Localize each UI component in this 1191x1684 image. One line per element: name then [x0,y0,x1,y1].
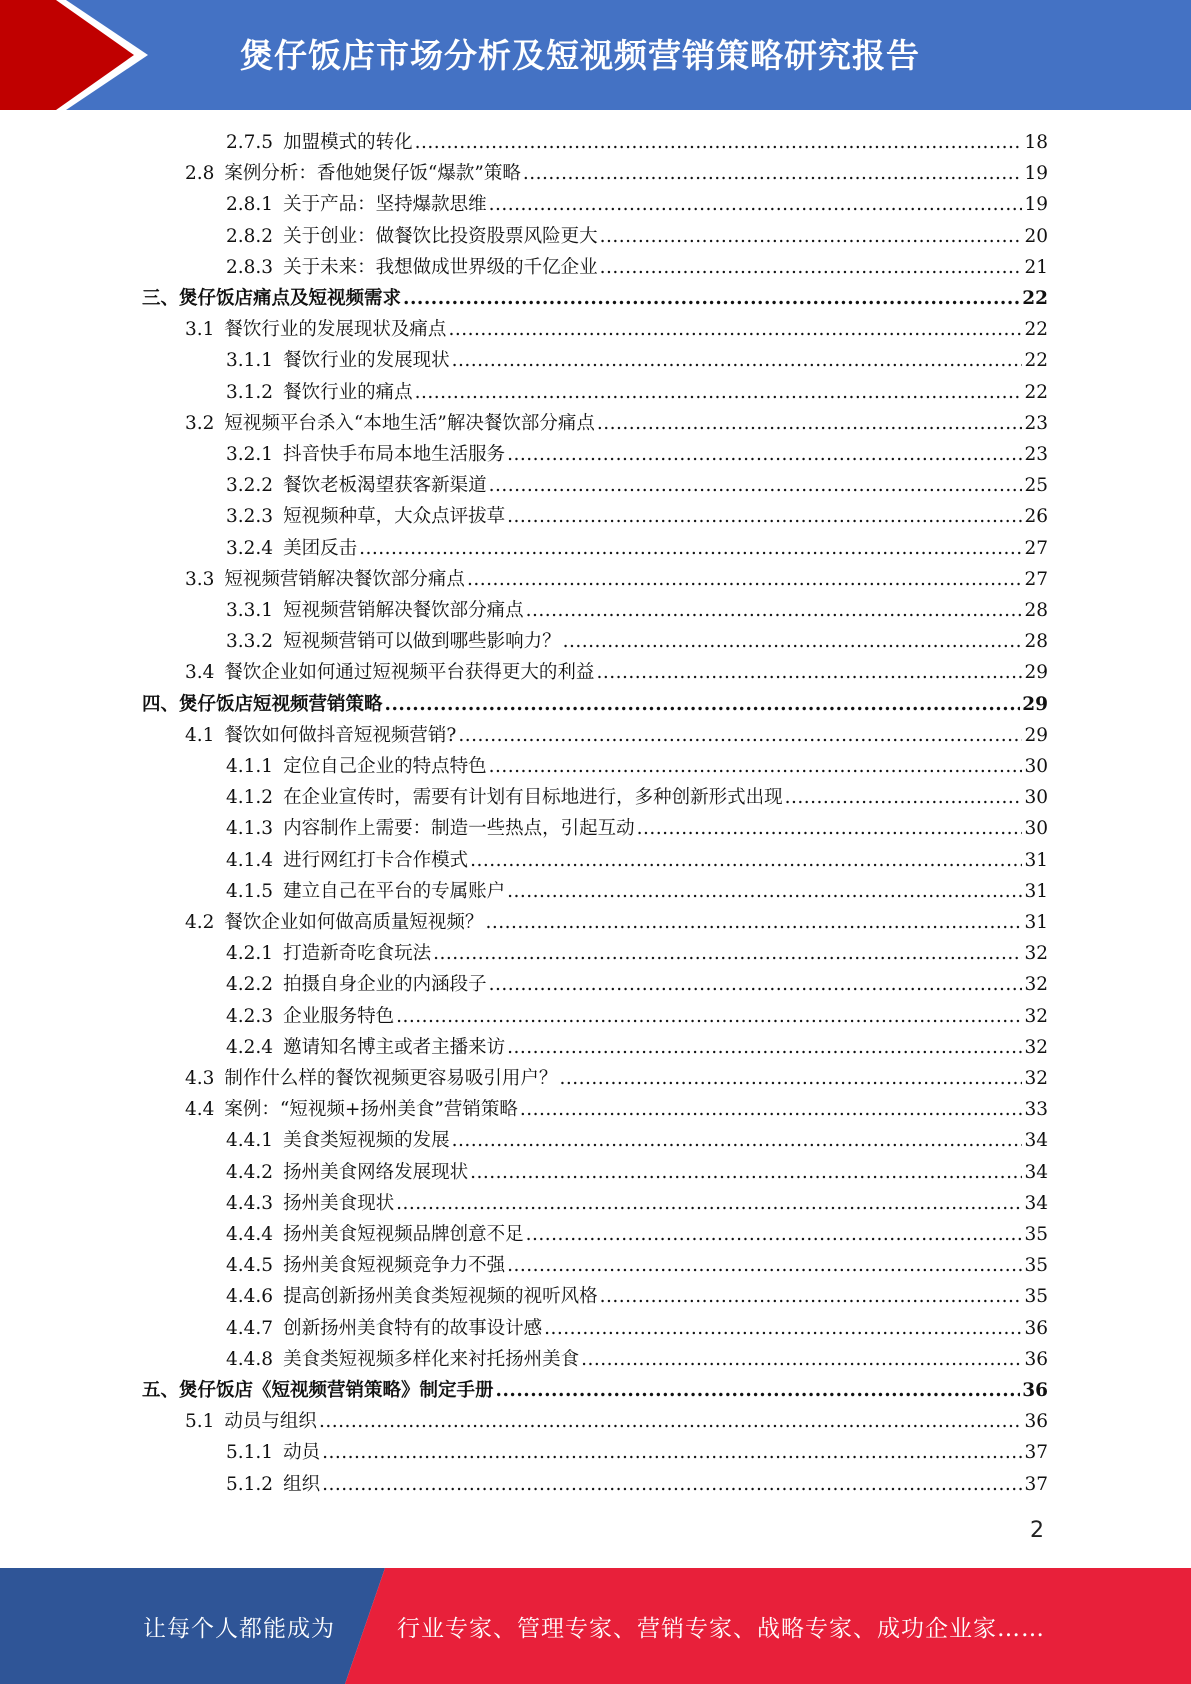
toc-entry-title: 扬州美食短视频品牌创意不足 [283,1224,524,1245]
toc-entry-number: 3.1.1 [226,350,274,372]
toc-entry-page: 30 [1024,756,1048,777]
toc-entry-number: 3.2.3 [226,506,274,528]
toc-entry-page: 30 [1024,787,1048,809]
toc-entry-page: 27 [1024,568,1048,590]
toc-entry-title: 动员 [283,1442,321,1464]
toc-dot-leader [526,1219,1023,1250]
toc-entry-number: 2.8.3 [226,256,274,278]
page-footer [0,1568,1191,1684]
toc-dot-leader [385,689,1021,720]
toc-dot-leader [507,439,1022,470]
toc-entry-title: 动员与组织 [224,1411,317,1433]
footer-slogan-left: 让每个人都能成为 [143,1616,335,1642]
toc-entry-page: 37 [1024,1442,1048,1464]
toc-entry[interactable] [226,1313,1048,1344]
toc-entry-title: 创新扬州美食特有的故事设计感 [283,1317,543,1339]
toc-entry[interactable] [185,1063,1048,1094]
toc-entry[interactable] [226,1157,1048,1188]
toc-dot-leader [637,813,1023,844]
toc-entry-number: 4.1 [185,724,215,746]
toc-dot-leader [581,1344,1022,1375]
toc-entry[interactable] [142,689,1048,720]
toc-entry-number: 4.1.3 [226,818,274,840]
toc-entry-title: 案例：“短视频+扬州美食”营销策略 [224,1099,518,1121]
toc-entry-title: 煲仔饭店痛点及短视频需求 [179,288,402,309]
toc-entry-title: 扬州美食短视频竞争力不强 [283,1255,506,1277]
toc-entry[interactable] [226,439,1048,470]
toc-entry-title: 建立自己在平台的专属账户 [283,880,506,902]
toc-entry-title: 制作什么样的餐饮视频更容易吸引用户？ [224,1068,558,1089]
toc-entry-page: 36 [1022,1380,1048,1401]
toc-entry-number: 4.4.5 [226,1255,274,1277]
toc-entry[interactable] [226,1032,1048,1063]
toc-entry[interactable] [226,1219,1048,1250]
report-title: 煲仔饭店市场分析及短视频营销策略研究报告 [240,36,920,75]
toc-entry-page: 31 [1024,880,1048,902]
toc-entry-title: 煲仔饭店短视频营销策略 [179,693,383,715]
toc-dot-leader [600,221,1023,252]
toc-entry-page: 18 [1024,132,1048,153]
toc-entry-number: 4.4.2 [226,1161,274,1183]
toc-entry[interactable] [226,1344,1048,1375]
toc-entry-title: 扬州美食现状 [283,1192,395,1214]
toc-entry-page: 36 [1024,1348,1048,1370]
toc-entry-title: 餐饮行业的发展现状及痛点 [224,319,447,341]
toc-entry-title: 关于产品：坚持爆款思维 [283,194,487,216]
toc-entry-title: 餐饮企业如何做高质量短视频？ [224,912,484,933]
toc-entry-number: 4.1.5 [226,880,274,902]
toc-entry-page: 23 [1024,412,1048,434]
toc-entry[interactable] [226,1250,1048,1281]
toc-dot-leader [507,1250,1022,1281]
toc-entry[interactable] [226,626,1048,657]
toc-entry[interactable] [226,345,1048,376]
toc-dot-leader [458,720,1022,751]
toc-entry-number: 4.4.8 [226,1348,274,1370]
toc-dot-leader [448,314,1022,345]
toc-dot-leader [600,1281,1023,1312]
toc-entry-page: 32 [1024,1036,1048,1058]
toc-entry-title: 抖音快手布局本地生活服务 [283,444,506,465]
toc-dot-leader [359,533,1022,564]
toc-entry-number: 5.1 [185,1411,215,1433]
toc-entry-title: 短视频平台杀入“本地生活”解决餐饮部分痛点 [224,412,595,434]
toc-dot-leader [496,1375,1021,1406]
toc-dot-leader [559,1063,1022,1094]
toc-entry-page: 35 [1024,1286,1048,1308]
toc-entry-number: 3.2.4 [226,537,274,559]
toc-entry[interactable] [226,876,1048,907]
toc-entry-page: 36 [1024,1317,1048,1339]
toc-dot-leader [452,345,1023,376]
toc-entry-title: 关于未来：我想做成世界级的千亿企业 [283,256,598,278]
toc-dot-leader [322,1469,1022,1500]
toc-entry-title: 关于创业：做餐饮比投资股票风险更大 [283,225,598,247]
toc-entry-page: 28 [1024,600,1048,621]
toc-entry-number: 3.1.2 [226,381,274,403]
toc-entry-number: 3.3.1 [226,600,274,621]
toc-entry-title: 组织 [283,1473,321,1495]
toc-entry-number: 4.4.7 [226,1317,274,1339]
toc-entry-page: 31 [1024,849,1048,871]
toc-entry-title: 餐饮如何做抖音短视频营销? [224,724,457,746]
toc-entry-number: 五、 [142,1380,180,1401]
toc-entry[interactable] [226,533,1048,564]
toc-entry-page: 33 [1024,1099,1048,1121]
toc-entry-page: 29 [1024,662,1048,684]
toc-entry[interactable] [185,408,1048,439]
toc-entry-title: 短视频营销解决餐饮部分痛点 [224,568,465,590]
toc-entry-page: 22 [1024,350,1048,372]
toc-entry[interactable] [226,221,1048,252]
toc-entry[interactable] [226,938,1048,969]
toc-entry[interactable] [185,564,1048,595]
toc-entry-title: 短视频营销解决餐饮部分痛点 [283,600,524,621]
toc-dot-leader [489,969,1023,1000]
toc-entry-title: 打造新奇吃食玩法 [283,943,432,965]
toc-entry-number: 5.1.1 [226,1442,274,1464]
toc-entry[interactable] [185,314,1048,345]
toc-entry-number: 4.3 [185,1068,215,1089]
toc-dot-leader [415,377,1023,408]
toc-entry-number: 3.2 [185,412,215,434]
toc-dot-leader [597,408,1023,439]
toc-entry-page: 35 [1024,1255,1048,1277]
toc-entry-page: 32 [1024,1005,1048,1027]
toc-entry-page: 22 [1024,381,1048,403]
toc-entry[interactable] [185,720,1048,751]
toc-entry-page: 28 [1024,631,1048,653]
toc-entry-title: 餐饮老板渴望获客新渠道 [283,475,487,497]
toc-entry-page: 37 [1024,1473,1048,1495]
toc-entry[interactable] [226,845,1048,876]
toc-entry-title: 餐饮行业的痛点 [283,381,413,403]
toc-entry-page: 29 [1024,724,1048,746]
toc-entry-title: 案例分析：香他她煲仔饭“爆款”策略 [224,163,521,185]
toc-entry-number: 2.8.2 [226,225,274,247]
toc-entry-title: 邀请知名博主或者主播来访 [283,1036,506,1058]
toc-entry-title: 在企业宣传时，需要有计划有目标地进行，多种创新形式出现 [283,787,783,809]
toc-dot-leader [396,1188,1022,1219]
toc-entry-title: 提高创新扬州美食类短视频的视听风格 [283,1286,598,1308]
toc-entry-page: 31 [1024,912,1048,933]
toc-dot-leader [396,1001,1022,1032]
toc-entry-page: 32 [1024,974,1048,996]
toc-dot-leader [526,595,1023,626]
toc-entry[interactable] [226,127,1048,158]
toc-entry[interactable] [226,1281,1048,1312]
toc-dot-leader [563,626,1023,657]
toc-dot-leader [489,470,1023,501]
toc-entry-number: 4.4 [185,1099,215,1121]
toc-entry-page: 19 [1024,163,1048,185]
toc-entry-number: 四、 [142,693,180,715]
toc-entry-title: 定位自己企业的特点特色 [283,756,487,777]
toc-entry-page: 19 [1024,194,1048,216]
toc-dot-leader [489,751,1023,782]
toc-entry-number: 三、 [142,288,180,309]
toc-entry-page: 32 [1024,1068,1048,1089]
toc-entry-number: 4.2.2 [226,974,274,996]
toc-entry[interactable] [226,252,1048,283]
toc-entry-title: 进行网红打卡合作模式 [283,849,469,871]
toc-entry-title: 餐饮企业如何通过短视频平台获得更大的利益 [224,662,595,684]
toc-entry-page: 29 [1022,693,1048,715]
toc-entry-number: 3.4 [185,662,215,684]
toc-entry-number: 2.8.1 [226,194,274,216]
toc-entry-number: 4.1.1 [226,756,274,777]
toc-dot-leader [507,501,1022,532]
toc-dot-leader [403,283,1020,314]
toc-entry[interactable] [226,1188,1048,1219]
toc-entry[interactable] [185,907,1048,938]
toc-entry-number: 4.2 [185,912,215,933]
toc-entry[interactable] [226,1001,1048,1032]
toc-entry-page: 25 [1024,475,1048,497]
toc-entry-title: 短视频种草，大众点评拔草 [283,506,506,528]
toc-dot-leader [485,907,1022,938]
toc-entry-number: 3.3.2 [226,631,274,653]
toc-entry-page: 36 [1024,1411,1048,1433]
toc-entry-title: 美食类短视频多样化来衬托扬州美食 [283,1348,580,1370]
toc-entry-page: 32 [1024,943,1048,965]
toc-dot-leader [452,1125,1023,1156]
toc-entry-title: 美团反击 [283,537,358,559]
toc-entry[interactable] [142,283,1048,314]
toc-dot-leader [415,127,1023,158]
toc-dot-leader [544,1313,1022,1344]
toc-entry[interactable] [226,470,1048,501]
toc-entry[interactable] [226,1437,1048,1468]
toc-entry[interactable] [226,813,1048,844]
toc-dot-leader [507,876,1022,907]
toc-entry[interactable] [226,189,1048,220]
toc-entry-title: 企业服务特色 [283,1005,395,1027]
toc-entry-title: 拍摄自身企业的内涵段子 [283,974,487,996]
toc-entry[interactable] [226,595,1048,626]
toc-entry-number: 3.2.1 [226,444,274,465]
toc-entry-title: 短视频营销可以做到哪些影响力？ [283,631,561,653]
toc-entry-page: 26 [1024,506,1048,528]
toc-entry[interactable] [226,377,1048,408]
toc-entry-number: 2.7.5 [226,132,274,153]
toc-dot-leader [489,189,1023,220]
toc-dot-leader [470,845,1022,876]
page-header [0,0,1191,110]
toc-entry-title: 煲仔饭店《短视频营销策略》制定手册 [179,1380,494,1401]
toc-entry[interactable] [226,501,1048,532]
toc-entry-number: 4.2.1 [226,943,274,965]
toc-entry-page: 30 [1024,818,1048,840]
toc-entry-page: 22 [1022,288,1048,309]
toc-entry-number: 4.4.3 [226,1192,274,1214]
toc-entry-number: 4.4.4 [226,1224,274,1245]
toc-entry[interactable] [226,782,1048,813]
toc-entry[interactable] [185,1094,1048,1125]
toc-dot-leader [433,938,1022,969]
toc-entry-number: 4.2.4 [226,1036,274,1058]
toc-entry-page: 21 [1024,256,1048,278]
toc-entry-number: 4.1.2 [226,787,274,809]
toc-dot-leader [600,252,1023,283]
toc-dot-leader [507,1032,1022,1063]
toc-entry-title: 内容制作上需要：制造一些热点，引起互动 [283,818,635,840]
toc-entry-title: 加盟模式的转化 [283,132,413,153]
toc-entry[interactable] [185,1406,1048,1437]
page-number: 2 [1030,1518,1044,1543]
toc-entry-number: 4.4.1 [226,1130,274,1152]
toc-entry-number: 4.4.6 [226,1286,274,1308]
toc-dot-leader [322,1437,1022,1468]
toc-entry-number: 4.2.3 [226,1005,274,1027]
toc-entry[interactable] [185,158,1048,189]
toc-dot-leader [470,1157,1022,1188]
toc-entry[interactable] [226,1469,1048,1500]
toc-entry-number: 4.1.4 [226,849,274,871]
toc-dot-leader [785,782,1023,813]
toc-dot-leader [467,564,1023,595]
toc-entry-page: 34 [1024,1130,1048,1152]
toc-dot-leader [596,657,1022,688]
toc-entry[interactable] [185,657,1048,688]
toc-entry[interactable] [142,1375,1048,1406]
toc-entry-page: 20 [1024,225,1048,247]
toc-entry-number: 3.2.2 [226,475,274,497]
toc-entry-page: 35 [1024,1224,1048,1245]
toc-dot-leader [520,1094,1023,1125]
toc-entry-title: 扬州美食网络发展现状 [283,1161,469,1183]
toc-entry-page: 27 [1024,537,1048,559]
toc-entry-number: 5.1.2 [226,1473,274,1495]
toc-entry-title: 美食类短视频的发展 [283,1130,450,1152]
toc-entry-page: 22 [1024,319,1048,341]
toc-entry-page: 34 [1024,1161,1048,1183]
footer-slogan-right: 行业专家、管理专家、营销专家、战略专家、成功企业家…… [397,1616,1045,1642]
toc-entry-number: 3.3 [185,568,215,590]
toc-entry[interactable] [226,751,1048,782]
toc-entry-title: 餐饮行业的发展现状 [283,350,450,372]
toc-entry-page: 34 [1024,1192,1048,1214]
toc-entry-number: 3.1 [185,319,215,341]
toc-entry-number: 2.8 [185,163,215,185]
toc-entry[interactable] [226,1125,1048,1156]
toc-entry-page: 23 [1024,444,1048,465]
toc-dot-leader [319,1406,1023,1437]
toc-dot-leader [523,158,1023,189]
toc-entry[interactable] [226,969,1048,1000]
